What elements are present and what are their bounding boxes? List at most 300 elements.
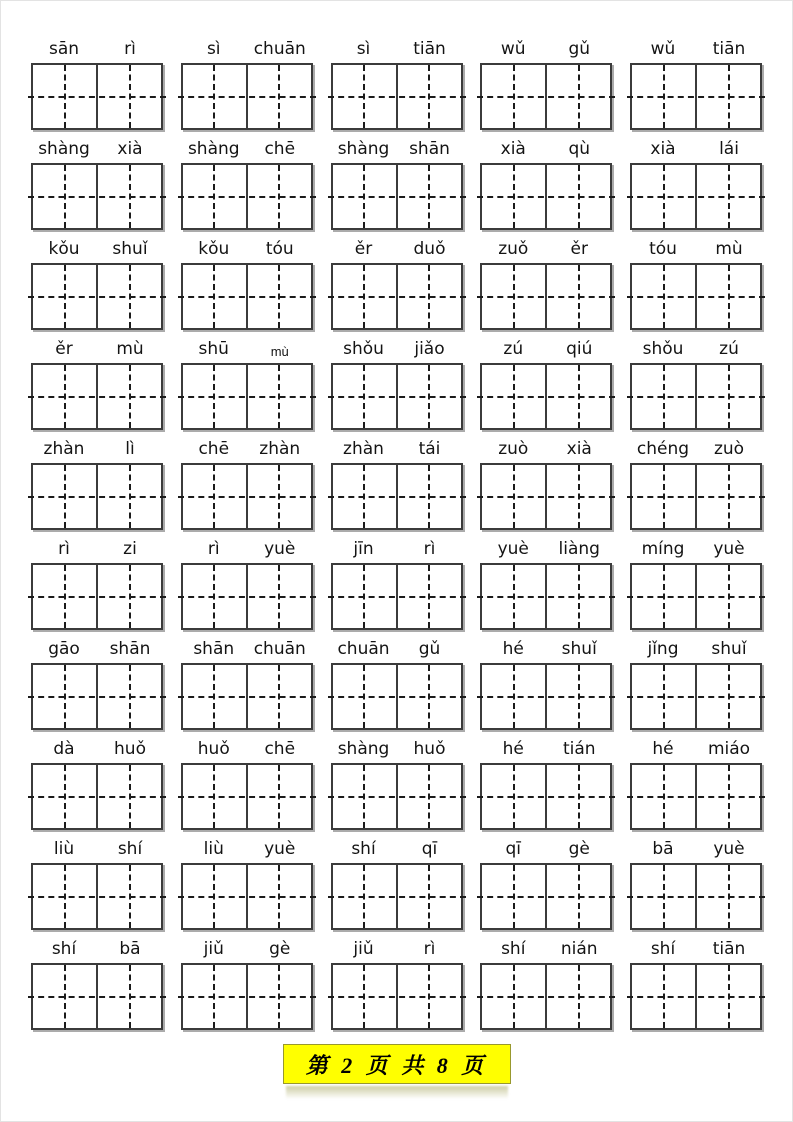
pinyin-label-second: gǔ	[568, 39, 591, 59]
pinyin-labels	[331, 334, 463, 363]
writing-cell	[333, 765, 396, 828]
writing-cell	[396, 865, 461, 928]
writing-cell	[482, 865, 545, 928]
pinyin-labels	[181, 34, 313, 63]
pinyin-label-first: shàng	[187, 139, 240, 159]
writing-cell	[482, 565, 545, 628]
pinyin-labels	[331, 534, 463, 563]
writing-cell	[333, 165, 396, 228]
word-group	[480, 234, 612, 334]
pinyin-labels	[181, 334, 313, 363]
writing-cell	[695, 665, 760, 728]
worksheet-row	[1, 434, 792, 534]
pinyin-labels	[31, 34, 163, 63]
pinyin-labels	[630, 134, 762, 163]
pinyin-labels	[480, 434, 612, 463]
writing-grid	[480, 463, 612, 530]
word-group	[331, 634, 463, 734]
writing-cell	[96, 65, 161, 128]
writing-cell	[96, 165, 161, 228]
pinyin-labels	[480, 834, 612, 863]
writing-grid	[331, 263, 463, 330]
pinyin-label-second: shuǐ	[711, 639, 747, 659]
word-group	[31, 934, 163, 1034]
writing-cell	[33, 465, 96, 528]
pinyin-label-first: huǒ	[197, 739, 230, 759]
pinyin-label-second: tái	[418, 439, 441, 459]
writing-grid	[181, 763, 313, 830]
word-group	[630, 234, 762, 334]
writing-cell	[695, 265, 760, 328]
pinyin-labels	[630, 634, 762, 663]
word-group	[630, 334, 762, 434]
writing-cell	[695, 865, 760, 928]
writing-cell	[33, 765, 96, 828]
pinyin-labels	[31, 134, 163, 163]
pinyin-label-second: liàng	[558, 539, 600, 559]
pinyin-label-second: lái	[719, 139, 739, 159]
word-group	[31, 734, 163, 834]
pinyin-label-second: shuǐ	[112, 239, 148, 259]
writing-grid	[31, 63, 163, 130]
pinyin-label-second: tián	[562, 739, 596, 759]
writing-cell	[632, 365, 695, 428]
pinyin-labels	[630, 434, 762, 463]
writing-cell	[482, 365, 545, 428]
pinyin-label-second: shān	[109, 639, 151, 659]
pinyin-labels	[480, 134, 612, 163]
word-group	[181, 234, 313, 334]
pinyin-labels	[31, 634, 163, 663]
writing-cell	[545, 765, 610, 828]
writing-grid	[630, 163, 762, 230]
worksheet-row	[1, 134, 792, 234]
writing-cell	[33, 865, 96, 928]
pinyin-label-second: tiān	[712, 939, 746, 959]
pinyin-label-first: chéng	[636, 439, 690, 459]
word-group	[480, 334, 612, 434]
writing-cell	[545, 965, 610, 1028]
writing-grid	[181, 263, 313, 330]
worksheet-row	[1, 934, 792, 1034]
word-group	[331, 134, 463, 234]
writing-cell	[482, 765, 545, 828]
writing-grid	[331, 863, 463, 930]
pinyin-label-first: chē	[198, 439, 230, 459]
writing-cell	[695, 965, 760, 1028]
word-group	[181, 434, 313, 534]
writing-grid	[181, 563, 313, 630]
pinyin-label-first: shǒu	[343, 339, 384, 359]
pinyin-label-second: rì	[423, 939, 436, 959]
pinyin-label-first: ěr	[55, 339, 73, 359]
pinyin-labels	[630, 234, 762, 263]
word-group	[331, 734, 463, 834]
pinyin-label-second: chē	[264, 139, 296, 159]
pinyin-label-first: dà	[53, 739, 75, 759]
writing-grid	[331, 763, 463, 830]
worksheet-row	[1, 534, 792, 634]
word-group	[331, 834, 463, 934]
pinyin-labels	[480, 634, 612, 663]
word-group	[31, 334, 163, 434]
writing-cell	[396, 765, 461, 828]
pinyin-label-second: zuò	[713, 439, 745, 459]
writing-cell	[482, 665, 545, 728]
writing-grid	[630, 663, 762, 730]
pinyin-label-first: rì	[58, 539, 70, 559]
writing-cell	[183, 165, 246, 228]
pinyin-label-second: lì	[125, 439, 135, 459]
writing-grid	[480, 263, 612, 330]
pinyin-label-second: shān	[409, 139, 450, 159]
pinyin-labels	[331, 134, 463, 163]
pinyin-label-first: hé	[652, 739, 674, 759]
writing-grid	[630, 463, 762, 530]
writing-cell	[246, 165, 311, 228]
pinyin-labels	[31, 934, 163, 963]
pinyin-label-first: kǒu	[48, 239, 80, 259]
pinyin-label-second: bā	[119, 939, 141, 959]
writing-cell	[632, 165, 695, 228]
writing-grid	[331, 963, 463, 1030]
writing-grid	[181, 863, 313, 930]
word-group	[31, 634, 163, 734]
pinyin-label-second: jiǎo	[414, 339, 445, 359]
pinyin-labels	[630, 834, 762, 863]
pinyin-labels	[630, 934, 762, 963]
pinyin-labels	[181, 634, 313, 663]
page-number-badge: 第 2 页 共 8 页	[283, 1044, 511, 1084]
pinyin-labels	[31, 434, 163, 463]
pinyin-label-first: qī	[505, 839, 521, 859]
writing-cell	[396, 365, 461, 428]
pinyin-label-first: shí	[501, 939, 526, 959]
word-group	[630, 434, 762, 534]
pinyin-label-first: shǒu	[642, 339, 684, 359]
pinyin-label-first: liù	[203, 839, 224, 859]
word-group	[181, 734, 313, 834]
writing-cell	[632, 265, 695, 328]
word-group	[181, 834, 313, 934]
pinyin-label-second: nián	[560, 939, 598, 959]
writing-grid	[31, 563, 163, 630]
pinyin-label-second: yuè	[713, 539, 745, 559]
worksheet-rows	[1, 34, 792, 1034]
pinyin-label-second: zú	[719, 339, 739, 359]
word-group	[480, 934, 612, 1034]
pinyin-label-first: bā	[652, 839, 674, 859]
writing-cell	[333, 665, 396, 728]
pinyin-label-second: chuān	[253, 639, 306, 659]
pinyin-label-first: shàng	[38, 139, 90, 159]
writing-cell	[632, 465, 695, 528]
writing-cell	[96, 865, 161, 928]
writing-grid	[480, 963, 612, 1030]
pinyin-label-first: zuǒ	[498, 239, 529, 259]
pinyin-label-first: tóu	[649, 239, 677, 259]
word-group	[31, 234, 163, 334]
worksheet-row	[1, 834, 792, 934]
writing-cell	[96, 365, 161, 428]
writing-grid	[630, 963, 762, 1030]
writing-cell	[632, 665, 695, 728]
pinyin-label-first: ěr	[354, 239, 373, 259]
pinyin-label-first: shàng	[337, 139, 390, 159]
writing-cell	[396, 265, 461, 328]
pinyin-labels	[181, 434, 313, 463]
pinyin-labels	[331, 434, 463, 463]
writing-cell	[396, 465, 461, 528]
writing-cell	[246, 365, 311, 428]
pinyin-label-first: wǔ	[500, 39, 526, 59]
writing-cell	[246, 65, 311, 128]
writing-cell	[695, 765, 760, 828]
writing-cell	[333, 465, 396, 528]
pinyin-label-second: qiú	[566, 339, 593, 359]
word-group	[331, 34, 463, 134]
word-group	[31, 834, 163, 934]
pinyin-labels	[480, 334, 612, 363]
writing-grid	[630, 563, 762, 630]
writing-grid	[181, 463, 313, 530]
footer-reflection	[286, 1086, 508, 1099]
pinyin-label-second: gǔ	[418, 639, 441, 659]
writing-cell	[183, 65, 246, 128]
writing-cell	[695, 165, 760, 228]
pinyin-label-second: mù	[270, 344, 289, 359]
pinyin-label-first: liù	[53, 839, 75, 859]
writing-cell	[396, 565, 461, 628]
writing-cell	[632, 65, 695, 128]
word-group	[331, 234, 463, 334]
word-group	[181, 334, 313, 434]
writing-cell	[33, 665, 96, 728]
writing-cell	[632, 865, 695, 928]
pinyin-label-first: jiǔ	[353, 939, 374, 959]
writing-cell	[396, 665, 461, 728]
writing-cell	[246, 265, 311, 328]
writing-cell	[183, 365, 246, 428]
pinyin-label-second: mù	[116, 339, 144, 359]
writing-cell	[33, 65, 96, 128]
pinyin-labels	[480, 734, 612, 763]
word-group	[480, 734, 612, 834]
pinyin-label-first: sān	[48, 39, 80, 59]
writing-cell	[482, 465, 545, 528]
pinyin-label-first: shān	[193, 639, 235, 659]
pinyin-label-second: duǒ	[413, 239, 446, 259]
page-footer	[1, 1044, 792, 1099]
pinyin-label-first: hé	[502, 739, 524, 759]
pinyin-label-first: shū	[198, 339, 229, 359]
writing-cell	[545, 65, 610, 128]
worksheet-row	[1, 734, 792, 834]
pinyin-label-second: yuè	[713, 839, 745, 859]
writing-cell	[333, 365, 396, 428]
word-group	[31, 34, 163, 134]
worksheet-row	[1, 334, 792, 434]
pinyin-label-second: zhàn	[259, 439, 301, 459]
word-group	[331, 934, 463, 1034]
writing-cell	[482, 165, 545, 228]
pinyin-label-second: yuè	[264, 539, 296, 559]
writing-grid	[181, 963, 313, 1030]
writing-grid	[480, 363, 612, 430]
pinyin-label-first: zuò	[498, 439, 529, 459]
writing-grid	[480, 763, 612, 830]
writing-cell	[545, 165, 610, 228]
word-group	[630, 534, 762, 634]
pinyin-label-first: hé	[502, 639, 524, 659]
writing-grid	[181, 163, 313, 230]
pinyin-labels	[331, 634, 463, 663]
word-group	[630, 134, 762, 234]
writing-grid	[31, 763, 163, 830]
pinyin-label-first: zhàn	[343, 439, 384, 459]
word-group	[31, 134, 163, 234]
word-group	[181, 634, 313, 734]
writing-cell	[396, 65, 461, 128]
pinyin-labels	[331, 734, 463, 763]
writing-cell	[183, 465, 246, 528]
worksheet-row	[1, 234, 792, 334]
writing-cell	[695, 465, 760, 528]
writing-cell	[695, 565, 760, 628]
writing-cell	[333, 565, 396, 628]
pinyin-label-second: rì	[124, 39, 136, 59]
pinyin-label-first: míng	[641, 539, 685, 559]
pinyin-label-first: zú	[503, 339, 524, 359]
pinyin-labels	[630, 534, 762, 563]
pinyin-label-first: xià	[500, 139, 526, 159]
writing-grid	[331, 563, 463, 630]
pinyin-labels	[181, 734, 313, 763]
word-group	[480, 634, 612, 734]
writing-cell	[482, 965, 545, 1028]
pinyin-labels	[331, 34, 463, 63]
pinyin-label-first: sì	[356, 39, 371, 59]
worksheet-row	[1, 34, 792, 134]
pinyin-labels	[331, 934, 463, 963]
pinyin-labels	[480, 934, 612, 963]
pinyin-label-first: jīn	[353, 539, 374, 559]
word-group	[31, 434, 163, 534]
word-group	[480, 134, 612, 234]
pinyin-label-first: shí	[650, 939, 676, 959]
pinyin-label-second: gè	[568, 839, 590, 859]
writing-grid	[331, 463, 463, 530]
writing-cell	[545, 865, 610, 928]
writing-cell	[545, 365, 610, 428]
pinyin-label-second: yuè	[264, 839, 296, 859]
writing-cell	[333, 865, 396, 928]
writing-grid	[331, 63, 463, 130]
pinyin-labels	[630, 334, 762, 363]
pinyin-label-first: yuè	[497, 539, 529, 559]
pinyin-labels	[181, 534, 313, 563]
writing-cell	[96, 465, 161, 528]
worksheet-row	[1, 634, 792, 734]
writing-cell	[96, 565, 161, 628]
pinyin-label-second: shí	[117, 839, 143, 859]
pinyin-label-second: miáo	[707, 739, 751, 759]
writing-grid	[630, 263, 762, 330]
writing-grid	[630, 63, 762, 130]
pinyin-label-first: shí	[51, 939, 77, 959]
pinyin-label-first: chuān	[337, 639, 390, 659]
writing-grid	[630, 763, 762, 830]
pinyin-labels	[630, 734, 762, 763]
pinyin-label-second: zi	[123, 539, 137, 559]
pinyin-label-second: xià	[566, 439, 592, 459]
writing-cell	[33, 565, 96, 628]
pinyin-labels	[331, 834, 463, 863]
pinyin-labels	[31, 334, 163, 363]
writing-cell	[246, 465, 311, 528]
pinyin-label-second: qù	[568, 139, 591, 159]
writing-grid	[630, 363, 762, 430]
writing-cell	[246, 965, 311, 1028]
writing-cell	[33, 965, 96, 1028]
writing-cell	[695, 65, 760, 128]
pinyin-label-first: shí	[351, 839, 376, 859]
writing-cell	[632, 565, 695, 628]
pinyin-label-second: huǒ	[413, 739, 446, 759]
writing-cell	[333, 265, 396, 328]
pinyin-labels	[331, 234, 463, 263]
writing-cell	[482, 265, 545, 328]
writing-grid	[331, 663, 463, 730]
pinyin-labels	[181, 134, 313, 163]
writing-cell	[545, 665, 610, 728]
pinyin-label-second: gè	[269, 939, 291, 959]
writing-cell	[632, 965, 695, 1028]
writing-cell	[183, 265, 246, 328]
pinyin-labels	[480, 234, 612, 263]
writing-cell	[396, 965, 461, 1028]
pinyin-label-first: sì	[206, 39, 221, 59]
writing-cell	[545, 465, 610, 528]
writing-grid	[331, 163, 463, 230]
writing-grid	[31, 363, 163, 430]
word-group	[331, 534, 463, 634]
pinyin-labels	[181, 834, 313, 863]
pinyin-label-second: chuān	[253, 39, 306, 59]
pinyin-label-second: huǒ	[114, 739, 146, 759]
writing-grid	[181, 663, 313, 730]
pinyin-labels	[630, 34, 762, 63]
writing-grid	[31, 863, 163, 930]
pinyin-labels	[181, 934, 313, 963]
pinyin-label-first: jǐng	[647, 639, 679, 659]
pinyin-label-second: mù	[715, 239, 743, 259]
writing-grid	[181, 63, 313, 130]
writing-grid	[480, 163, 612, 230]
pinyin-label-first: rì	[207, 539, 220, 559]
writing-grid	[31, 663, 163, 730]
writing-grid	[480, 663, 612, 730]
writing-cell	[333, 65, 396, 128]
writing-grid	[31, 263, 163, 330]
writing-cell	[183, 565, 246, 628]
pinyin-label-first: shàng	[337, 739, 390, 759]
word-group	[181, 134, 313, 234]
word-group	[480, 834, 612, 934]
pinyin-label-first: jiǔ	[203, 939, 224, 959]
word-group	[480, 34, 612, 134]
writing-cell	[333, 965, 396, 1028]
